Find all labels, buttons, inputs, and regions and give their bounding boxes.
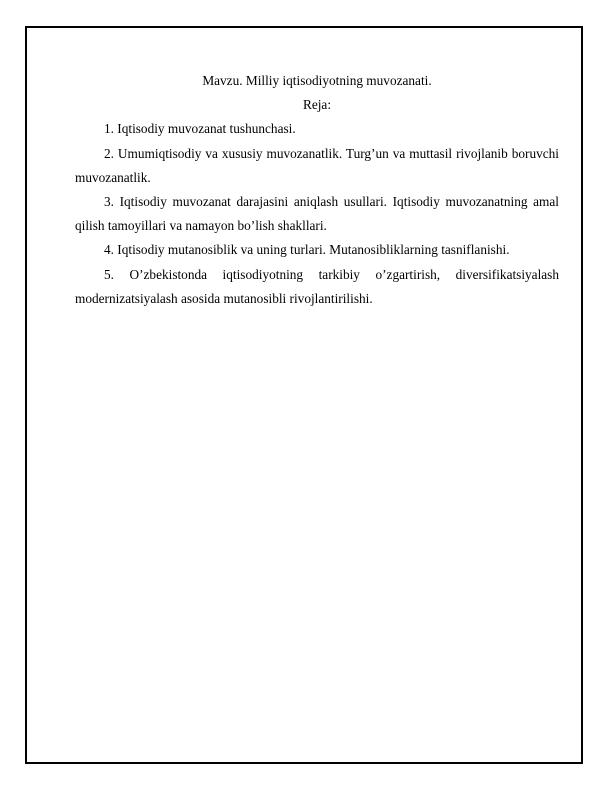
- plan-item-3: 3. Iqtisodiy muvozanat darajasini aniqlash usullari. Iqtisodiy muvozanatning amal qilish tamoyillari va namayon bo’lish shakllari.: [75, 194, 559, 234]
- plan-item-4: 4. Iqtisodiy mutanosiblik va uning turlari. Mutanosibliklarning tasniflanishi.: [104, 242, 510, 258]
- plan-item-5: 5. O’zbekistonda iqtisodiyotning tarkibiy o’zgartirish, diversifikatsiyalash modernizatsiyalash asosida mutanosibli rivojlantirilishi.: [75, 266, 559, 306]
- plan-item-1: 1. Iqtisodiy muvozanat tushunchasi.: [104, 121, 296, 137]
- document-title: Mavzu. Milliy iqtisodiyotning muvozanati.: [202, 73, 432, 88]
- document-body: [75, 69, 559, 311]
- plan-heading: Reja:: [302, 97, 332, 113]
- plan-item-2: 2. Umumiqtisodiy va xususiy muvozanatlik. Turg’un va muttasil rivojlanib boruvchi muvozanatlik.: [75, 145, 559, 185]
